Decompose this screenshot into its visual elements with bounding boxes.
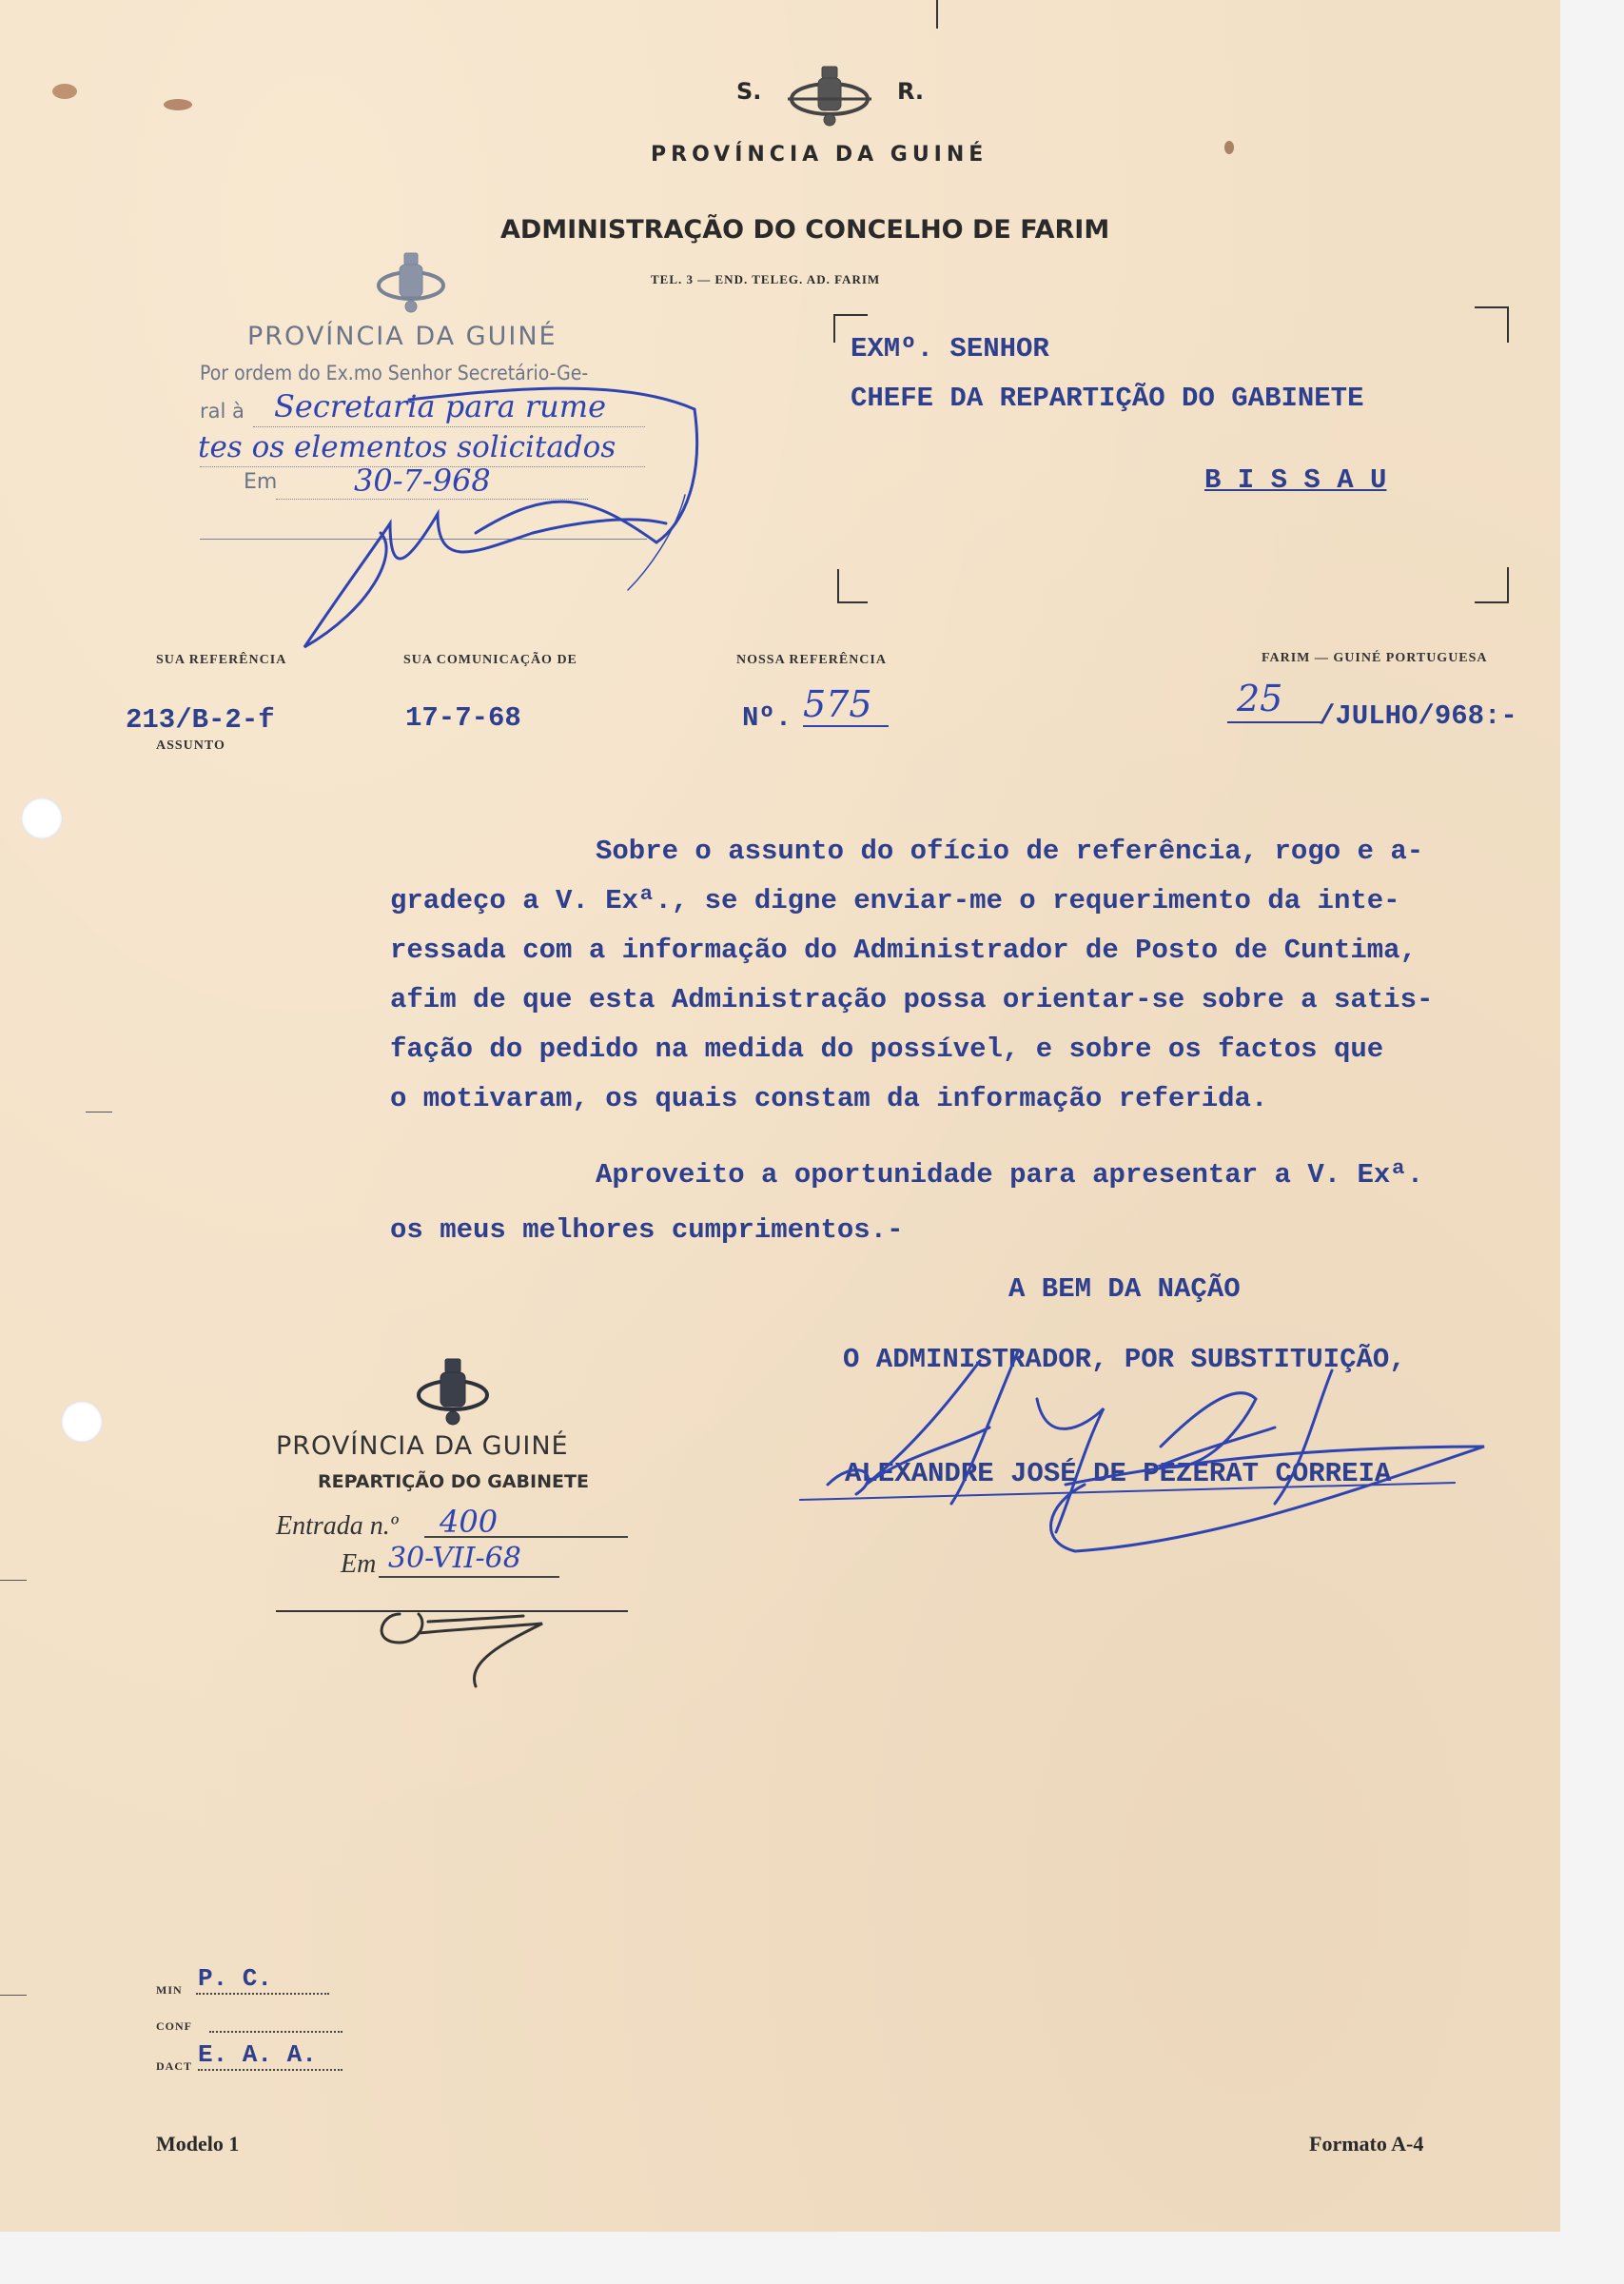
stain-mark [1224,141,1234,154]
body-line: afim de que esta Administração possa orientar-se sobre a satis- [390,984,1434,1015]
signature-role: O ADMINISTRADOR, POR SUBSTITUIÇÃO, [843,1344,1406,1375]
stamp-handwritten-line2: tes os elementos solicitados [198,430,616,464]
stamp-province: PROVÍNCIA DA GUINÉ [247,322,558,351]
top-edge-tick [936,0,938,29]
stamp-entrada-label: Entrada n.º [276,1511,399,1541]
letterhead-telegraph: TEL. 3 — END. TELEG. AD. FARIM [651,272,881,286]
min-label: MIN [156,1983,183,1997]
sua-referencia-label: SUA REFERÊNCIA [156,653,287,667]
body-line: Sobre o assunto do ofício de referência, rogo e a- [596,836,1424,867]
date-day: 25 [1237,678,1283,719]
body-line: gradeço a V. Exª., se digne enviar-me o requerimento da inte- [390,885,1400,916]
signature-motto: A BEM DA NAÇÃO [1008,1273,1241,1305]
sua-comunicacao-label: SUA COMUNICAÇÃO DE [403,653,577,667]
stamp-order-line: Por ordem do Ex.mo Senhor Secretário-Ge- [200,362,589,384]
stamp-bottom-province: PROVÍNCIA DA GUINÉ [276,1431,569,1461]
assunto-label: ASSUNTO [156,738,225,753]
address-corner-mark [1475,567,1509,603]
stamp-handwritten-line1: Secretaria para rume [274,388,607,424]
nossa-referencia-label: NOSSA REFERÊNCIA [736,653,887,667]
address-corner-mark [1475,306,1509,343]
stamp-em-date: 30-VII-68 [388,1542,521,1575]
dact-value: E. A. A. [198,2040,317,2069]
stamp-rule [424,1536,628,1538]
nossa-numero: 575 [803,683,889,727]
addressee-office: CHEFE DA REPARTIÇÃO DO GABINETE [851,383,1364,414]
stamp-rule [379,1576,559,1578]
sua-referencia-value: 213/B-2-f [126,704,275,736]
stamp-emblem-icon [367,249,455,316]
min-value: P. C. [198,1964,273,1993]
conf-label: CONF [156,2019,192,2033]
punch-hole [21,797,63,839]
handwritten-signature-top [285,381,723,666]
margin-tick [0,1995,27,1996]
stain-mark [164,99,192,110]
body-line: ressada com a informação do Administrador de Posto de Cuntima, [390,935,1417,966]
stamp-initials-signature [362,1595,552,1690]
signature-name: ALEXANDRE JOSÉ DE PEZERAT CORREIA [845,1458,1392,1489]
dact-field [198,2040,342,2071]
stamp-emblem-icon [407,1355,499,1428]
stamp-em-date: 30-7-968 [354,463,491,499]
sua-comunicacao-value: 17-7-68 [405,702,521,734]
addressee-title: EXMº. SENHOR [851,333,1049,364]
punch-hole [61,1401,103,1443]
addressee-city: B I S S A U [1204,464,1387,496]
stamp-entrada-numero: 400 [440,1504,499,1540]
nossa-prefix: Nº. [742,702,792,734]
date-day-underline [1227,721,1322,723]
min-field [196,1964,329,1995]
letterhead-province: PROVÍNCIA DA GUINÉ [651,143,988,167]
conf-field [209,2018,342,2033]
local-label: FARIM — GUINÉ PORTUGUESA [1262,651,1488,665]
closing-line: Aproveito a oportunidade para apresentar a V. Exª. [596,1159,1424,1191]
closing-line: os meus melhores cumprimentos.- [390,1214,904,1246]
footer-modelo: Modelo 1 [156,2132,240,2156]
stamp-order-prefix: ral à [200,400,245,423]
footer-formato: Formato A-4 [1309,2132,1424,2156]
stain-mark [52,84,77,99]
letterhead-administration: ADMINISTRAÇÃO DO CONCELHO DE FARIM [500,215,1110,245]
stamp-em-label: Em [244,470,278,494]
margin-tick [0,1580,27,1581]
handwritten-signature [799,1342,1503,1561]
body-line: o motivaram, os quais constam da informação referida. [390,1083,1268,1114]
coat-of-arms-icon [784,61,875,129]
letterhead-r: R. [897,78,925,105]
date-rest: /JULHO/968:- [1319,700,1517,732]
dact-label: DACT [156,2059,193,2073]
letterhead-s: S. [736,78,762,105]
stamp-em-label: Em [341,1549,377,1579]
address-corner-mark [837,569,868,603]
stamp-bottom-office: REPARTIÇÃO DO GABINETE [318,1471,589,1492]
body-line: fação do pedido na medida do possível, e sobre os factos que [390,1034,1384,1065]
